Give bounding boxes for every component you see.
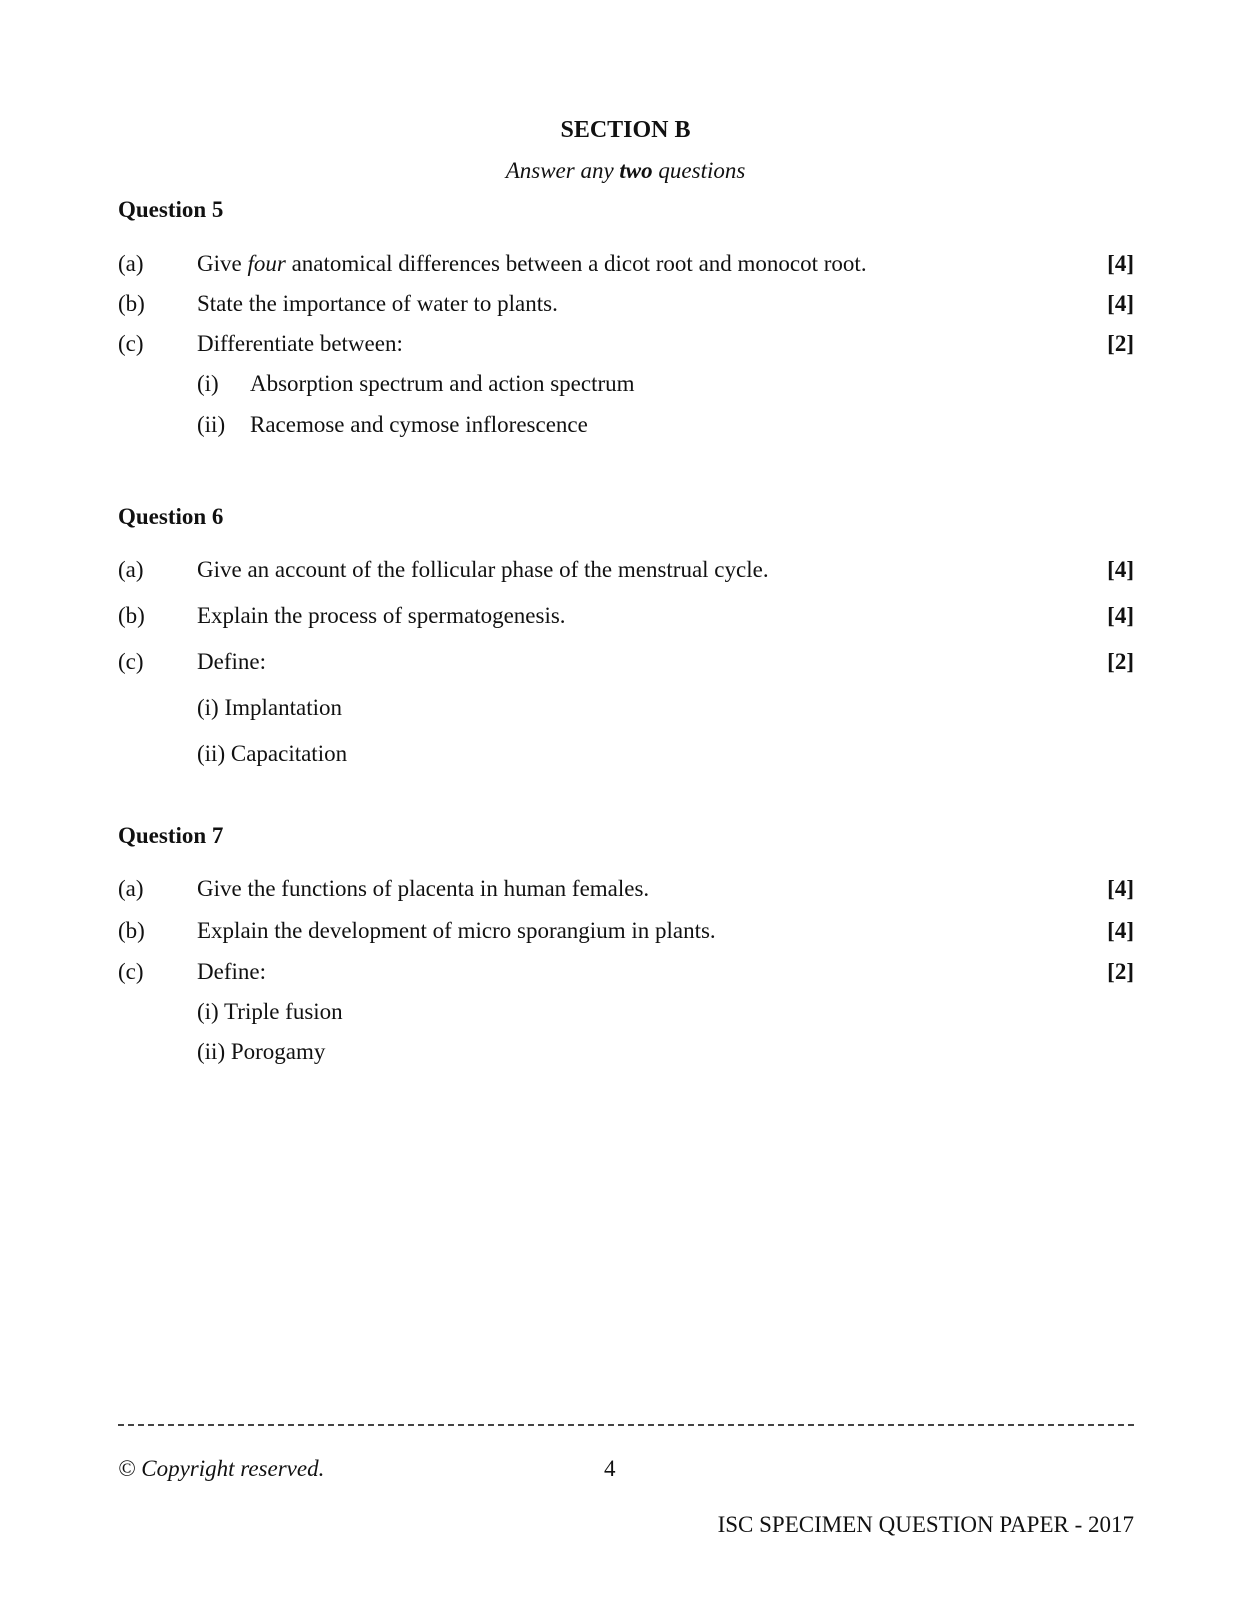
page-number: 4 — [604, 1456, 616, 1481]
question-6-heading: Question 6 — [118, 504, 224, 529]
q5-b-label: (b) — [118, 291, 145, 316]
q6-c-marks: [2] — [1107, 649, 1134, 674]
q6-c-label: (c) — [118, 649, 144, 674]
q7-b-label: (b) — [118, 918, 145, 943]
section-title: SECTION B — [560, 117, 691, 143]
q5-c-text: Differentiate between: — [197, 331, 403, 356]
copyright-notice: © Copyright reserved. — [118, 1456, 325, 1481]
q5-b-text: State the importance of water to plants. — [197, 291, 558, 316]
q5-a-text — [197, 251, 867, 277]
q5-c-i-text: Absorption spectrum and action spectrum — [250, 371, 635, 396]
q5-c-ii-label: (ii) — [197, 412, 226, 437]
q6-c-i: (i) Implantation — [197, 695, 342, 720]
q5-a-marks: [4] — [1107, 251, 1134, 276]
q7-c-text: Define: — [197, 959, 266, 984]
q5-b-marks: [4] — [1107, 291, 1134, 316]
q5-c-i-label: (i) — [197, 371, 219, 396]
section-instruction — [0, 158, 1251, 184]
q5-a-post: anatomical differences between a dicot root and monocot root. — [285, 251, 867, 276]
q7-c-label: (c) — [118, 959, 144, 984]
q7-c-ii: (ii) Porogamy — [197, 1039, 326, 1064]
q6-a-label: (a) — [118, 557, 144, 582]
q7-a-marks: [4] — [1107, 876, 1134, 901]
q6-a-text: Give an account of the follicular phase of the menstrual cycle. — [197, 557, 769, 582]
question-7-heading: Question 7 — [118, 823, 224, 848]
q7-c-marks: [2] — [1107, 959, 1134, 984]
q6-a-marks: [4] — [1107, 557, 1134, 582]
q6-c-ii: (ii) Capacitation — [197, 741, 348, 766]
q5-c-label: (c) — [118, 331, 144, 356]
q5-a-pre: Give — [197, 251, 248, 276]
q5-c-marks: [2] — [1107, 331, 1134, 356]
instruction-post: questions — [652, 158, 746, 183]
q5-a-italic: four — [247, 251, 286, 276]
instruction-bold: two — [619, 158, 653, 183]
question-5-heading: Question 5 — [118, 197, 224, 222]
q7-c-i: (i) Triple fusion — [197, 999, 343, 1024]
q5-c-ii-text: Racemose and cymose inflorescence — [250, 412, 588, 437]
paper-title-footer: ISC SPECIMEN QUESTION PAPER - 2017 — [717, 1512, 1134, 1537]
q7-a-label: (a) — [118, 876, 144, 901]
q6-b-marks: [4] — [1107, 603, 1134, 628]
q7-b-marks: [4] — [1107, 918, 1134, 943]
q6-b-text: Explain the process of spermatogenesis. — [197, 603, 566, 628]
q6-b-label: (b) — [118, 603, 145, 628]
footer-dashed-rule — [118, 1424, 1134, 1426]
q7-b-text: Explain the development of micro sporangium in plants. — [197, 918, 716, 943]
q5-a-label: (a) — [118, 251, 144, 276]
q7-a-text: Give the functions of placenta in human females. — [197, 876, 650, 901]
instruction-pre: Answer any — [505, 158, 620, 183]
q6-c-text: Define: — [197, 649, 266, 674]
